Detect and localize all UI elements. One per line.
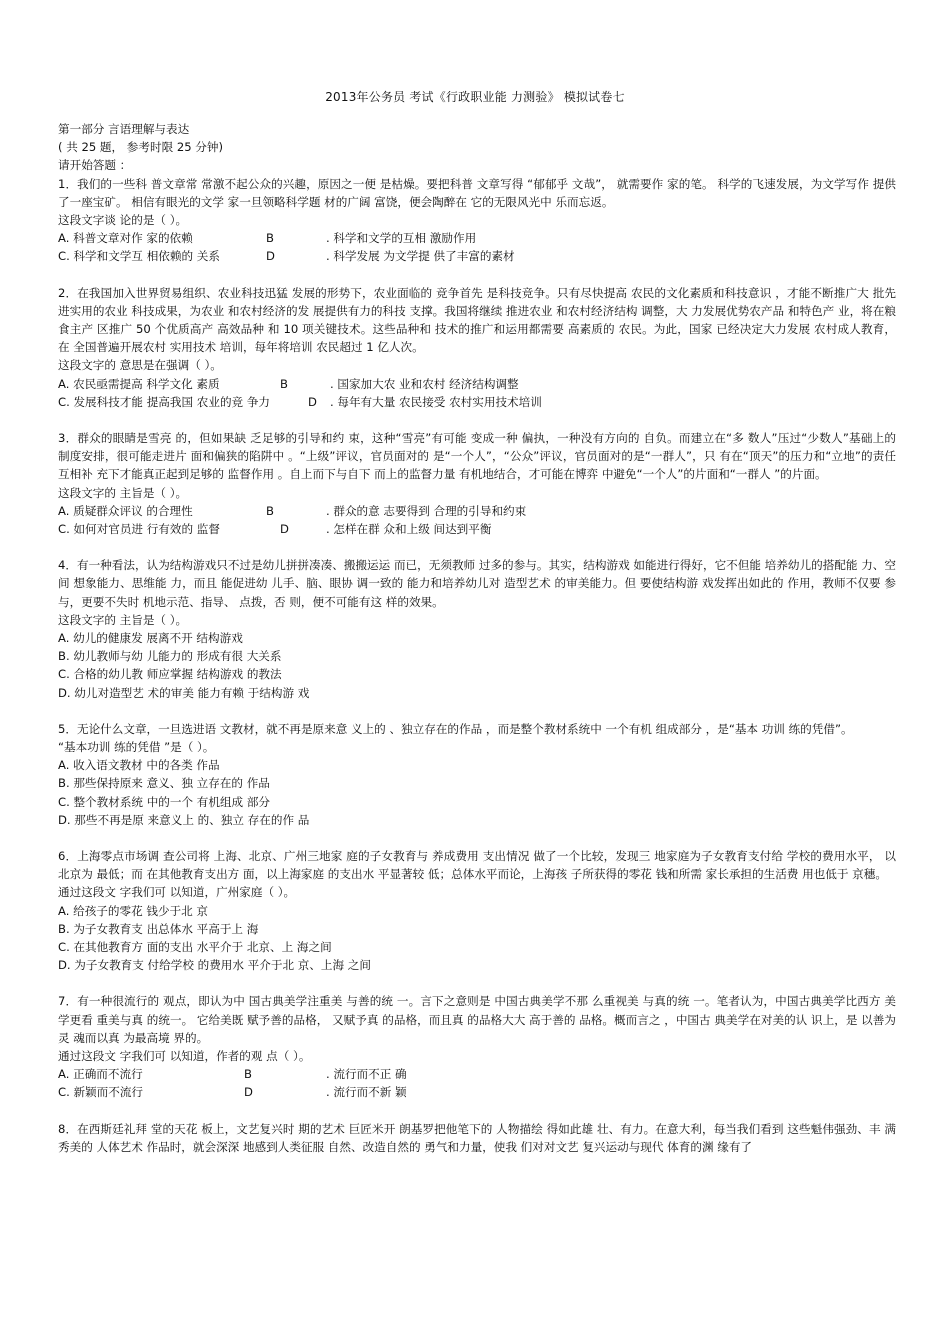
option-d-letter: D bbox=[308, 394, 317, 409]
question-stem: 8．在西斯廷礼拜 堂的天花 板上，文艺复兴时 期的艺术 巨匠米开 朗基罗把他笔下的 人物描绘 得如此雄 壮、有力。在意大利，每当我们看到 这些魁伟强劲、丰 满秀美的 人体艺术 作品时，就会深深 地感到人类征服 自然、改造自然的 勇气和力量，使我 们对对文艺 复兴运动与现代 体育的渊 缘有了 bbox=[58, 1121, 896, 1154]
option-row bbox=[58, 247, 896, 265]
option-d-text: . 流行而不新 颖 bbox=[326, 1085, 407, 1100]
question-stem: 4．有一种看法，认为结构游戏只不过是幼儿拼拼凑凑、搬搬运运 而已，无须教师 过多的参与。其实，结构游戏 如能进行得好，它不但能 培养幼儿的搭配能 力、空间 想象能力、思维能 力，而且 能促进幼 儿手、脑、眼协 调一致的 能力和培养幼儿对 造型艺术 的审美能力。但 要使结构游 戏发挥出如此的 作用，教师不仅要 参与，更要不失时 机地示范、指导、 点拨，否 则，便不可能有这 样的效果。 bbox=[58, 558, 896, 609]
option-c: C. 新颖而不流行 bbox=[58, 1085, 144, 1100]
option-b-letter: B bbox=[266, 231, 274, 246]
option-c: C. 科学和文学互 相依赖的 关系 bbox=[58, 249, 220, 264]
question-8 bbox=[58, 1120, 896, 1156]
option-d-text: . 科学发展 为文学提 供了丰富的素材 bbox=[326, 249, 515, 264]
question-prompt: 这段文字的 意思是在强调（ ）。 bbox=[58, 358, 222, 373]
option-a: A. 幼儿的健康发 展离不开 结构游戏 bbox=[58, 630, 243, 645]
question-3 bbox=[58, 429, 896, 538]
question-stem: 1．我们的一些科 普文章常 常激不起公众的兴趣，原因之一便 是枯燥。要把科普 文章写得 “郁郁乎 文哉”， 就需要作 家的笔。 科学的飞速发展，为文学写作 提供了一座宝矿。 相信有眼光的文学 家一旦领略科学题 材的广阔 富饶，便会陶醉在 它的无限风光中 乐而忘返。 bbox=[58, 176, 896, 209]
option-row bbox=[58, 1065, 896, 1083]
option-row bbox=[58, 502, 896, 520]
section-heading: 第一部分 言语理解与表达 bbox=[58, 122, 190, 136]
option-row bbox=[58, 1083, 896, 1101]
option-a: A. 质疑群众评议 的合理性 bbox=[58, 503, 193, 518]
option-a: A. 收入语文教材 中的各类 作品 bbox=[58, 758, 220, 773]
option-a: A. 科普文章对作 家的依赖 bbox=[58, 231, 193, 246]
option-a: A. 农民亟需提高 科学文化 素质 bbox=[58, 376, 220, 391]
option-row bbox=[58, 393, 896, 411]
question-stem: 3．群众的眼睛是雪亮 的，但如果缺 乏足够的引导和约 束，这种“雪亮”有可能 变成一种 偏执，一种没有方向的 自负。而建立在“多 数人”压过“少数人”基础上的 制度安排，很可能走进片 面和偏狭的陷阱中 。“上级”评议，官员面对的 是“一个人”，“公众”评议，官员面对的是“一群人”，只 有在“顶天”的压力和“立地”的责任互相补 充下才能真正起到足够的 监督作用 。自上而下与自下 而上的监督力量 有机地结合，才可能在博弈 中避免“一个人”的片面和“一群人 ”的片面。 bbox=[58, 430, 896, 482]
question-stem: 6．上海零点市场调 查公司将 上海、北京、广州三地家 庭的子女教育与 养成费用 支出情况 做了一个比较，发现三 地家庭为子女教育支付给 学校的费用水平， 以北京为 最低；而 在其他教育支出方 面，以上海家庭 的支出水 平显著较 低；总体水平而论，上海孩 子所获得的零花 钱和所需 家长承担的生活费 用也低于 京穗。 bbox=[58, 849, 896, 882]
option-d-text: . 每年有大量 农民接受 农村实用技术培训 bbox=[330, 394, 542, 409]
question-stem: 5．无论什么文章，一旦选进语 文教材，就不再是原来意 义上的 、独立存在的作品 ，而是整个教材系统中 一个有机 组成部分 ，是“基本 功训 练的凭借”。 bbox=[58, 721, 853, 736]
option-b-letter: B bbox=[244, 1067, 252, 1082]
option-d-letter: D bbox=[266, 249, 275, 264]
document-body bbox=[58, 120, 896, 1156]
option-d-letter: D bbox=[280, 521, 289, 536]
question-4 bbox=[58, 556, 896, 702]
option-d: D. 那些不再是原 来意义上 的、独立 存在的作 品 bbox=[58, 812, 310, 827]
option-b-letter: B bbox=[280, 376, 288, 391]
option-c: C. 合格的幼儿教 师应掌握 结构游戏 的教法 bbox=[58, 667, 282, 682]
option-row bbox=[58, 229, 896, 247]
question-prompt: 这段文字谈 论的是（ ）。 bbox=[58, 213, 188, 228]
section-note: ( 共 25 题， 参考时限 25 分钟) bbox=[58, 140, 224, 155]
question-7 bbox=[58, 992, 896, 1101]
question-prompt: 这段文字的 主旨是（ ）。 bbox=[58, 612, 188, 627]
option-row bbox=[58, 520, 896, 538]
option-row bbox=[58, 375, 896, 393]
option-d: D. 为子女教育支 付给学校 的费用水 平介于北 京、上海 之间 bbox=[58, 958, 371, 973]
option-b-text: . 流行而不正 确 bbox=[326, 1067, 407, 1082]
question-prompt: 通过这段文 字我们可 以知道，作者的观 点（ ）。 bbox=[58, 1049, 311, 1064]
document-title: 2013年公务员 考试《行政职业能 力测验》 模拟试卷七 bbox=[325, 90, 625, 104]
option-b-text: . 群众的意 志要得到 合理的引导和约束 bbox=[326, 503, 527, 518]
question-6 bbox=[58, 847, 896, 974]
option-a: A. 正确而不流行 bbox=[58, 1067, 143, 1082]
question-2 bbox=[58, 284, 896, 411]
question-5 bbox=[58, 720, 896, 829]
section-instruction: 请开始答题 ： bbox=[58, 158, 132, 173]
option-b-letter: B bbox=[266, 503, 274, 518]
option-b-text: . 国家加大农 业和农村 经济结构调整 bbox=[330, 376, 519, 391]
option-d-text: . 怎样在群 众和上级 间达到平衡 bbox=[326, 521, 492, 536]
question-stem: 7．有一种很流行的 观点，即认为中 国古典美学注重美 与善的统 一。言下之意则是 中国古典美学不那 么重视美 与真的统 一。笔者认为，中国古典美学比西方 美学更看 重美与真 的统一。 它给美既 赋予善的品格， 又赋予真 的品格，而且真 的品格大大 高于善的 品格。概而言之 ，中国古 典美学在对美的认 识上，是 以善为灵 魂而以真 为最高境 界的。 bbox=[58, 994, 896, 1045]
option-a: A. 给孩子的零花 钱少于北 京 bbox=[58, 903, 209, 918]
option-b-text: . 科学和文学的互相 激励作用 bbox=[326, 231, 477, 246]
option-d: D. 幼儿对造型艺 术的审美 能力有赖 于结构游 戏 bbox=[58, 685, 310, 700]
option-c: C. 如何对官员进 行有效的 监督 bbox=[58, 521, 220, 536]
question-1 bbox=[58, 175, 896, 266]
option-c: C. 整个教材系统 中的一个 有机组成 部分 bbox=[58, 794, 271, 809]
option-b: B. 为子女教育支 出总体水 平高于上 海 bbox=[58, 921, 259, 936]
option-c: C. 在其他教育方 面的支出 水平介于 北京、上 海之间 bbox=[58, 940, 332, 955]
option-c: C. 发展科技才能 提高我国 农业的竞 争力 bbox=[58, 394, 271, 409]
question-prompt: 这段文字的 主旨是（ ）。 bbox=[58, 485, 188, 500]
question-prompt: “基本功训 练的凭借 ”是（ ）。 bbox=[58, 740, 215, 754]
option-b: B. 幼儿教师与幼 儿能力的 形成有很 大关系 bbox=[58, 649, 282, 664]
option-b: B. 那些保持原来 意义、独 立存在的 作品 bbox=[58, 776, 270, 791]
question-stem: 2．在我国加入世界贸易组织、农业科技迅猛 发展的形势下，农业面临的 竞争首先 是科技竞争。只有尽快提高 农民的文化素质和科技意识 ，才能不断推广大 批先进实用的农业 科技成果，为农业 和农村经济的发 展提供有力的科技 支撑。我国将继续 推进农业 和农村经济结构 调整，大 力发展优势农产品 和特色产 业，将在粮食主产 区推广 50 个优质高产 高效品种 和 10 项关键技术。这些品种和 技术的推广和运用都需要 高素质的 农民。为此，国家 已经决定大力发展 农村成人教育，在 全国普遍开展农村 实用技术 培训，每年将培训 农民超过 1 亿人次。 bbox=[58, 285, 896, 355]
option-d-letter: D bbox=[244, 1085, 253, 1100]
question-prompt: 通过这段文 字我们可 以知道，广州家庭（ ）。 bbox=[58, 885, 296, 900]
